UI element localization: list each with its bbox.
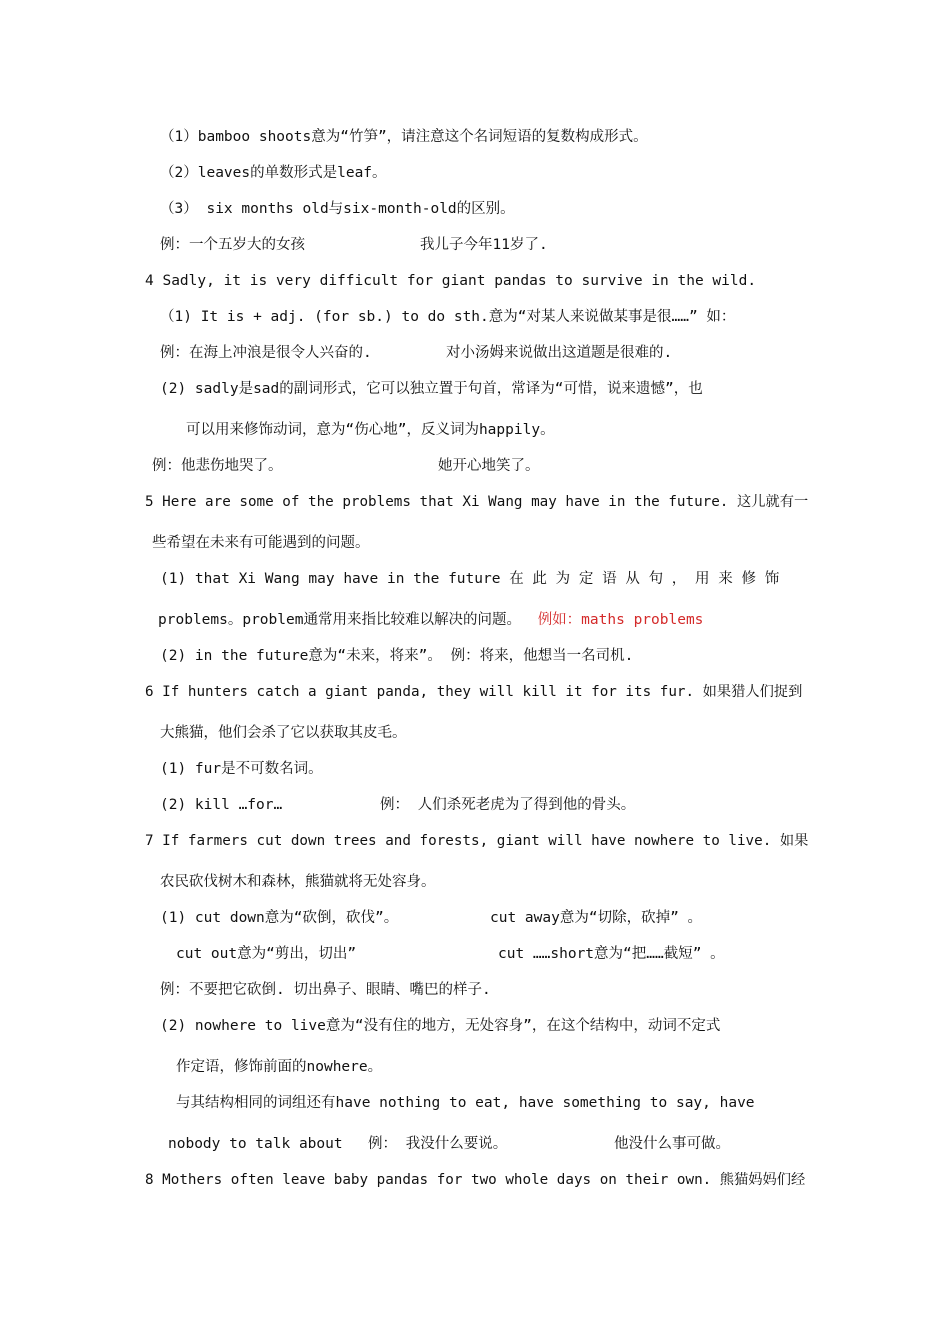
example-line: 例：不要把它砍倒. 切出鼻子、眼睛、嘴巴的样子. xyxy=(160,982,491,998)
note-a: cut out意为“剪出，切出” xyxy=(176,946,357,962)
example-a: 例：在海上冲浪是很令人兴奋的. xyxy=(160,345,372,361)
note-line: （3） six months old与six-month-old的区别。 xyxy=(160,201,515,217)
note-line: (2) in the future意为“未来，将来”。 例：将来，他想当一名司机. xyxy=(160,648,634,664)
example-a: 例：一个五岁大的女孩 xyxy=(160,237,305,253)
sentence-heading: 4 Sadly, it is very difficult for giant pandas to survive in the wild. xyxy=(145,273,757,289)
note-line: （1) It is + adj. (for sb.) to do sth.意为“对某人来说做某事是很……” 如： xyxy=(160,309,736,325)
example-b: 例： 我没什么要说。 xyxy=(368,1136,508,1152)
sentence-heading: 7 If farmers cut down trees and forests, giant will have nowhere to live. 如果 xyxy=(145,833,809,849)
example-c: 他没什么事可做。 xyxy=(614,1136,730,1152)
note-line: （1）bamboo shoots意为“竹笋”，请注意这个名词短语的复数构成形式。 xyxy=(160,129,648,145)
note-line: 作定语，修饰前面的nowhere。 xyxy=(176,1059,383,1075)
note-line: （2）leaves的单数形式是leaf。 xyxy=(160,165,387,181)
example-line xyxy=(160,795,636,815)
example-line xyxy=(160,343,673,363)
note-b: cut away意为“切除，砍掉” 。 xyxy=(490,910,703,926)
example-b: 例： 人们杀死老虎为了得到他的骨头。 xyxy=(380,797,636,813)
example-line xyxy=(160,235,548,255)
example-line xyxy=(152,456,540,476)
note-a: (1) cut down意为“砍倒，砍伐”。 xyxy=(160,910,399,926)
example-line xyxy=(168,1134,730,1154)
example-b: 她开心地笑了。 xyxy=(438,458,540,474)
example-line xyxy=(176,944,725,964)
example-a: (2) kill …for… xyxy=(160,797,283,813)
sentence-heading: 6 If hunters catch a giant panda, they will kill it for its fur. 如果猎人们捉到 xyxy=(145,684,803,700)
note-line: (2) sadly是sad的副词形式，它可以独立置于句首，常译为“可惜，说来遗憾”，也 xyxy=(160,381,703,397)
note-line: 大熊猫，他们会杀了它以获取其皮毛。 xyxy=(160,725,407,741)
note-line xyxy=(158,610,703,630)
red-example: 例如：maths problems xyxy=(537,612,704,628)
sentence-heading: 5 Here are some of the problems that Xi Wang may have in the future. 这儿就有一 xyxy=(145,494,809,510)
note-a: nobody to talk about xyxy=(168,1136,343,1152)
note-text: problems。problem通常用来指比较难以解决的问题。 xyxy=(158,612,521,628)
note-line: 可以用来修饰动词，意为“伤心地”，反义词为happily。 xyxy=(186,422,555,438)
note-line: (1) that Xi Wang may have in the future 在 此 为 定 语 从 句 ， 用 来 修 饰 xyxy=(160,571,780,587)
example-line xyxy=(160,908,703,928)
note-line: (1) fur是不可数名词。 xyxy=(160,761,323,777)
example-b: 我儿子今年11岁了. xyxy=(420,237,548,253)
note-line: 农民砍伐树木和森林，熊猫就将无处容身。 xyxy=(160,874,436,890)
note-line: 些希望在未来有可能遇到的问题。 xyxy=(152,535,370,551)
example-a: 例：他悲伤地哭了。 xyxy=(152,458,283,474)
example-b: 对小汤姆来说做出这道题是很难的. xyxy=(446,345,673,361)
sentence-heading: 8 Mothers often leave baby pandas for two whole days on their own. 熊猫妈妈们经 xyxy=(145,1172,806,1188)
note-line: 与其结构相同的词组还有have nothing to eat, have something to say, have xyxy=(176,1095,755,1111)
note-b: cut ……short意为“把……截短” 。 xyxy=(498,946,725,962)
note-line: (2) nowhere to live意为“没有住的地方，无处容身”，在这个结构中，动词不定式 xyxy=(160,1018,721,1034)
